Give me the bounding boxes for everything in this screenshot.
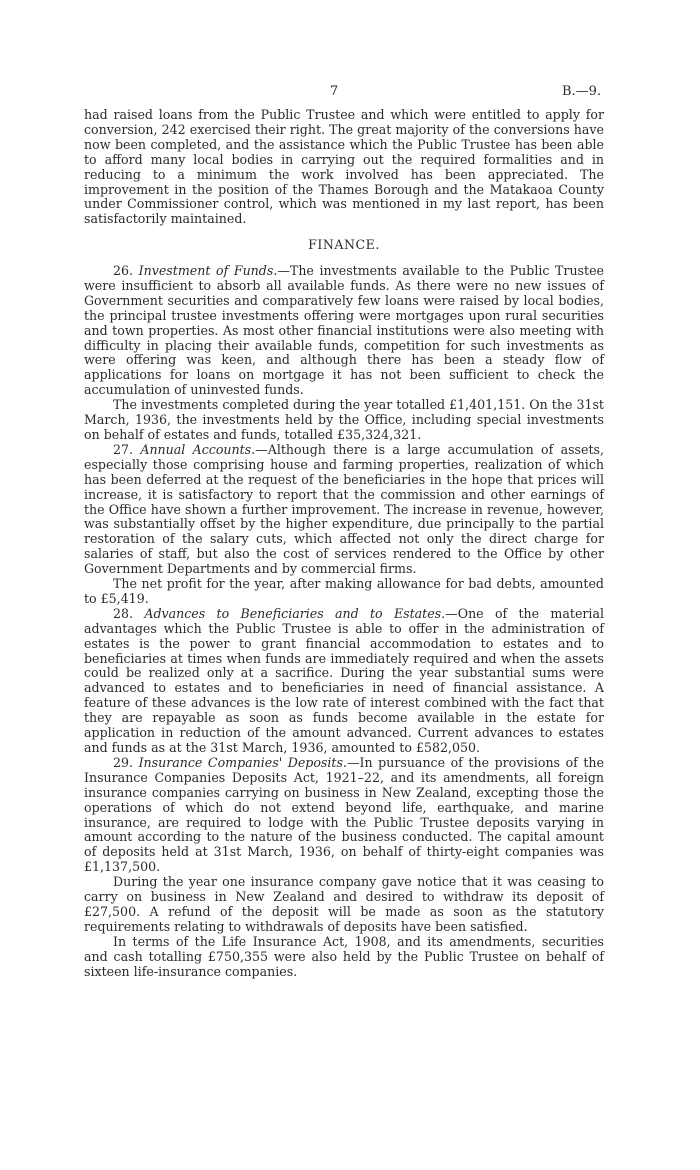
section-26-paragraph [84, 264, 604, 398]
section-28-title: Advances to Beneficiaries and to Estates. [144, 605, 446, 621]
section-27-paragraph [84, 443, 604, 577]
intro-paragraph: had raised loans from the Public Trustee and which were entitled to apply for conversion, 242 exercised their right. The great majority of the conversions have now been completed, and the assistance which the Public Trustee has been able to afford many local bodies in carrying out the required formalities and in reducing to a minimum the work involved has been appreciated. The improvement in the position of the Thames Borough and the Matakaoa County under Commissioner control, which was mentioned in my last report, has been satisfactorily maintained. [84, 107, 604, 227]
finance-body [84, 264, 604, 980]
section-26-text: —The investments available to the Public Trustee were insufficient to absorb all available funds. As there were no new issues of Government securities and comparatively few loans were raised by local bodies, the principal trustee investments offering were mortgages upon rural securities and town properties. As most other financial institutions were also meeting with difficulty in placing their available funds, competition for such investments as were offering was keen, and although there has been a steady flow of applications for loans on mortgage it has not been sufficient to check the accumulation of uninvested funds. [84, 263, 604, 398]
section-26-title: Investment of Funds. [138, 263, 278, 278]
section-26-number: 26. [113, 263, 134, 278]
section-29-text: —In pursuance of the provisions of the Insurance Companies Deposits Act, 1921–22, and its amendments, all foreign insurance companies carrying on business in New Zealand, excepting those the operations of which do not extend beyond life, earthquake, and marine insurance, are required to lodge with the Public Trustee deposits varying in amount according to the nature of the business conducted. The capital amount of deposits held at 31st March, 1936, on behalf of thirty-eight companies was £1,137,500. [84, 754, 604, 875]
section-29-number: 29. [113, 754, 134, 770]
section-28-paragraph [84, 607, 604, 756]
document-reference: B.—9. [562, 84, 602, 99]
section-29-title: Insurance Companies' Deposits. [138, 754, 347, 770]
section-27-title: Annual Accounts. [140, 441, 256, 457]
section-heading: FINANCE. [308, 237, 380, 252]
section-27-followup: The net profit for the year, after making allowance for bad debts, amounted to £5,419. [84, 576, 604, 606]
section-29-followup: During the year one insurance company gave notice that it was ceasing to carry on business in New Zealand and desired to withdraw its deposit of £27,500. A refund of the deposit will be made as soon as the statutory requirements relating to withdrawals of deposits have been satisfied. [84, 874, 604, 934]
section-28-number: 28. [113, 605, 134, 621]
section-26-followup: The investments completed during the year totalled £1,401,151. On the 31st March, 1936, the investments held by the Office, including special investments on behalf of estates and funds, totalled £35,324,321. [84, 397, 604, 442]
page-number: 7 [329, 84, 339, 99]
section-29-paragraph [84, 756, 604, 875]
section-27-number: 27. [113, 441, 134, 457]
section-29-followup-2: In terms of the Life Insurance Act, 1908, and its amendments, securities and cash totalling £750,355 were also held by the Public Trustee on behalf of sixteen life-insurance companies. [84, 933, 604, 979]
section-27-text: —Although there is a large accumulation of assets, especially those comprising house and farming properties, realization of which has been deferred at the request of the beneficiaries in the hope that prices will increase, it is satisfactory to report that the commission and other earnings of the Office have shown a further improvement. The increase in revenue, however, was substantially offset by the higher expenditure, due principally to the partial restoration of the salary cuts, which affected not only the direct charge for salaries of staff, but also the cost of services rendered to the Office by other Government Departments and by commercial firms. [84, 441, 604, 577]
intro-paragraph-block [84, 108, 604, 227]
section-28-text: —One of the material advantages which the Public Trustee is able to offer in the administration of estates is the power to grant financial accommodation to estates and to beneficiaries at times when funds are immediately required and when the assets could be realized only at a sacrifice. During the year substantial sums were advanced to estates and to beneficiaries in need of financial assistance. A feature of these advances is the low rate of interest combined with the fact that they are repayable as soon as funds become available in the estate for application in reduction of the amount advanced. Current advances to estates and funds as at the 31st March, 1936, amounted to £582,050. [84, 605, 604, 755]
